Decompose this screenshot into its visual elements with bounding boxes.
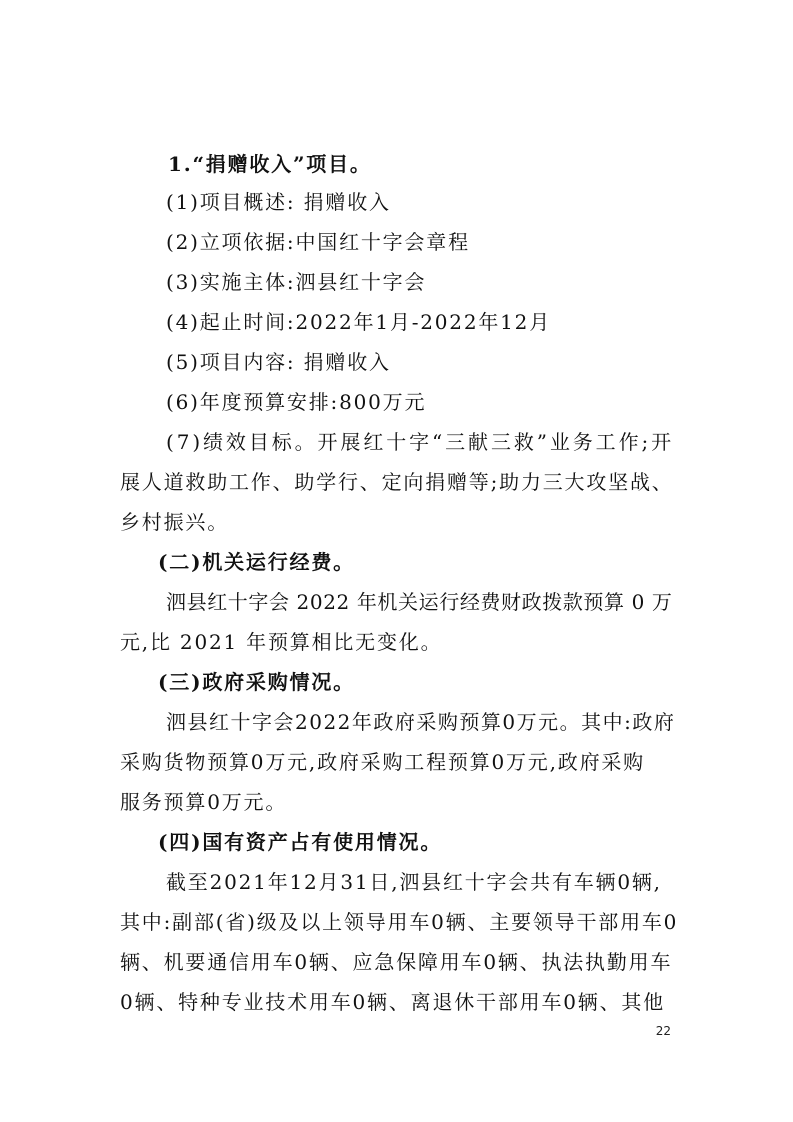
item-overview: (1)项目概述: 捐赠收入	[166, 190, 391, 214]
item-period: (4)起止时间:2022年1月-2022年12月	[166, 310, 551, 334]
item-implementer: (3)实施主体:泗县红十字会	[166, 270, 427, 294]
heading-procurement: (三)政府采购情况。	[158, 670, 355, 694]
expenses-line-2: 元,比 2021 年预算相比无变化。	[120, 630, 443, 654]
assets-line-3: 辆、机要通信用车0辆、应急保障用车0辆、执法执勤用车	[120, 950, 673, 974]
item-budget: (6)年度预算安排:800万元	[166, 390, 427, 414]
heading-donation-project: 1.“捐赠收入”项目。	[168, 152, 372, 176]
heading-operating-expenses: (二)机关运行经费。	[158, 550, 355, 574]
expenses-line-1: 泗县红十字会 2022 年机关运行经费财政拨款预算 0 万	[166, 590, 673, 614]
item-content: (5)项目内容: 捐赠收入	[166, 350, 391, 374]
procurement-line-3: 服务预算0万元。	[120, 790, 288, 814]
assets-line-4: 0辆、特种专业技术用车0辆、离退休干部用车0辆、其他	[120, 990, 665, 1014]
item-goal-line-1: (7)绩效目标。开展红十字“三献三救”业务工作;开	[166, 430, 675, 454]
procurement-line-1: 泗县红十字会2022年政府采购预算0万元。其中:政府	[166, 710, 676, 734]
assets-line-1: 截至2021年12月31日,泗县红十字会共有车辆0辆,	[166, 870, 662, 894]
item-basis: (2)立项依据:中国红十字会章程	[166, 230, 470, 254]
item-goal-line-3: 乡村振兴。	[120, 510, 229, 534]
procurement-line-2: 采购货物预算0万元,政府采购工程预算0万元,政府采购	[120, 750, 645, 774]
heading-state-assets: (四)国有资产占有使用情况。	[158, 830, 443, 854]
page-number: 22	[655, 1024, 671, 1038]
assets-line-2: 其中:副部(省)级及以上领导用车0辆、主要领导干部用车0	[120, 910, 679, 934]
item-goal-line-2: 展人道救助工作、助学行、定向捐赠等;助力三大攻坚战、	[120, 470, 674, 494]
